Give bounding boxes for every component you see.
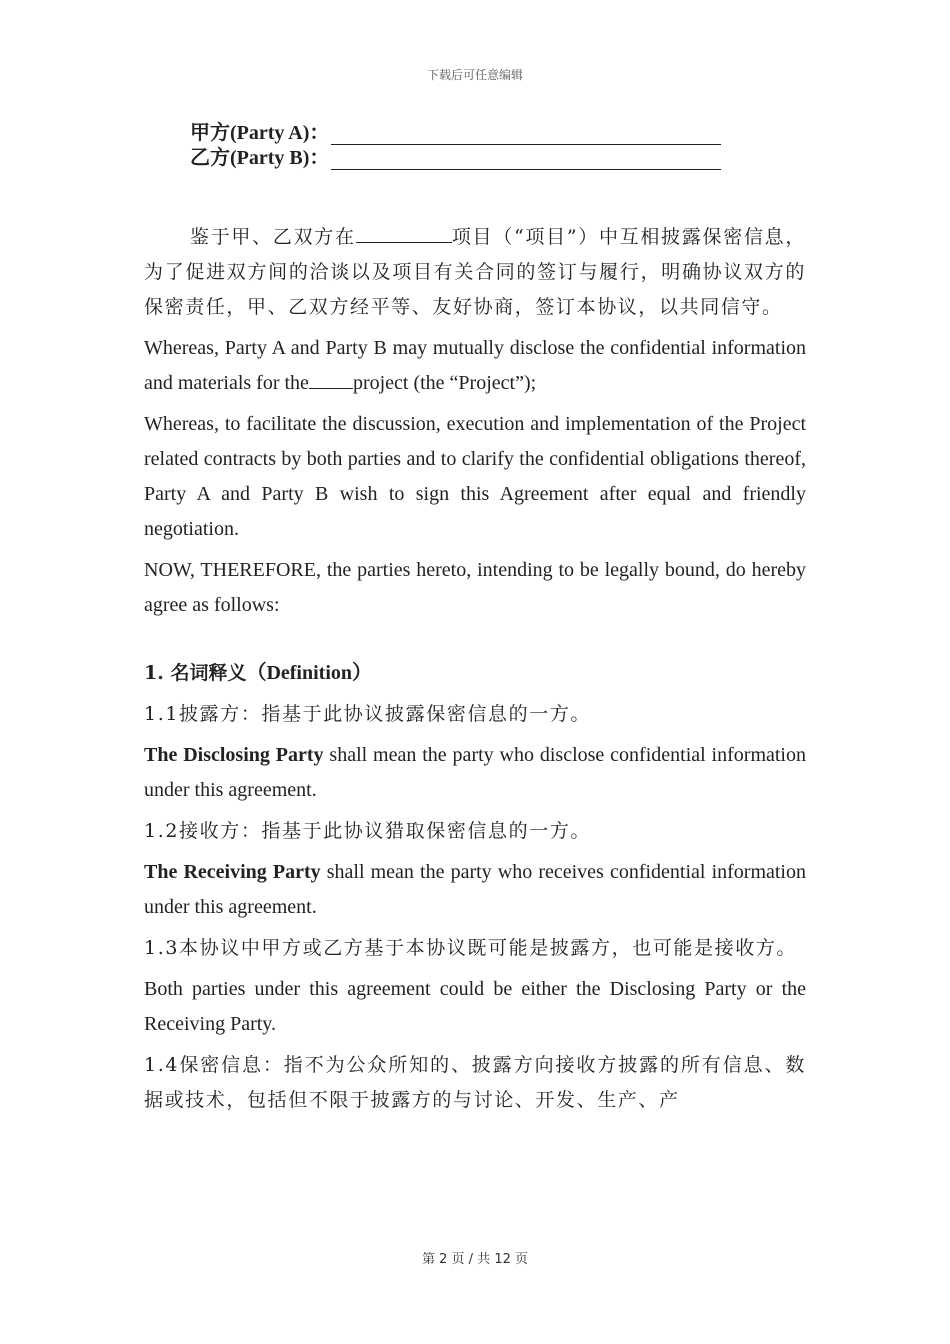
- clause-1-2-cn: 1.2接收方：指基于此协议猎取保密信息的一方。: [144, 820, 592, 842]
- section-1-heading-cn: 1. 名词释义: [144, 662, 247, 684]
- preamble-en-3: NOW, THEREFORE, the parties hereto, intending to be legally bound, do hereby agree as follows:: [144, 559, 806, 616]
- clause-1-3-en: Both parties under this agreement could be either the Disclosing Party or the Receiving Party.: [144, 978, 806, 1035]
- project-name-blank: [356, 222, 452, 243]
- preamble-en-1: [144, 331, 806, 401]
- preamble-en-1-after: project (the “Project”);: [352, 372, 537, 394]
- clause-1-4-cn: 1.4保密信息：指不为公众所知的、披露方向接收方披露的所有信息、数据或技术，包括但不限于披露方的与讨论、开发、生产、产: [144, 1054, 806, 1111]
- party-a-label: 甲方(Party A)：: [190, 122, 330, 144]
- section-1-heading-en: （Definition）: [246, 662, 373, 684]
- party-b-line: [190, 145, 806, 170]
- clause-1-1-en: [144, 738, 806, 808]
- clause-1-2-en: [144, 855, 806, 925]
- term-disclosing-party: The Disclosing Party: [144, 744, 324, 766]
- term-receiving-party: The Receiving Party: [144, 861, 321, 883]
- preamble-cn-after: 项目（“项目”）中互相披露保密信息，为了促进双方间的洽谈以及项目有关合同的签订与履行，明确协议双方的保密责任，甲、乙双方经平等、友好协商，签订本协议，以共同信守。: [144, 226, 806, 318]
- preamble-en-2: Whereas, to facilitate the discussion, execution and implementation of the Project related contracts by both parties and to clarify the confidential obligations thereof, Party A and Party B wish to sign this Agreement after equal and friendly negotiation.: [144, 413, 806, 540]
- document-body: [144, 120, 806, 1124]
- clause-1-2-en-rest: shall mean the party who receives confidential information under this agreement.: [144, 861, 806, 918]
- section-1-heading: [144, 657, 806, 689]
- preamble-cn: [144, 220, 806, 325]
- clause-1-1-cn: 1.1披露方：指基于此协议披露保密信息的一方。: [144, 703, 592, 725]
- party-b-blank: [331, 149, 721, 170]
- page-header: 下载后可任意编辑: [426, 68, 523, 82]
- preamble-cn-before: 鉴于甲、乙双方在: [190, 226, 356, 248]
- clause-1-1-en-rest: shall mean the party who disclose confidential information under this agreement.: [144, 744, 806, 801]
- page-footer: 第 2 页 / 共 12 页: [422, 1252, 528, 1267]
- project-name-blank-en: [309, 368, 353, 389]
- party-b-label: 乙方(Party B)：: [190, 147, 330, 169]
- party-a-blank: [331, 124, 721, 145]
- preamble-en-1-before: Whereas, Party A and Party B may mutually disclose the confidential information and materials for the: [144, 337, 806, 394]
- clause-1-3-cn: 1.3本协议中甲方或乙方基于本协议既可能是披露方，也可能是接收方。: [144, 937, 798, 959]
